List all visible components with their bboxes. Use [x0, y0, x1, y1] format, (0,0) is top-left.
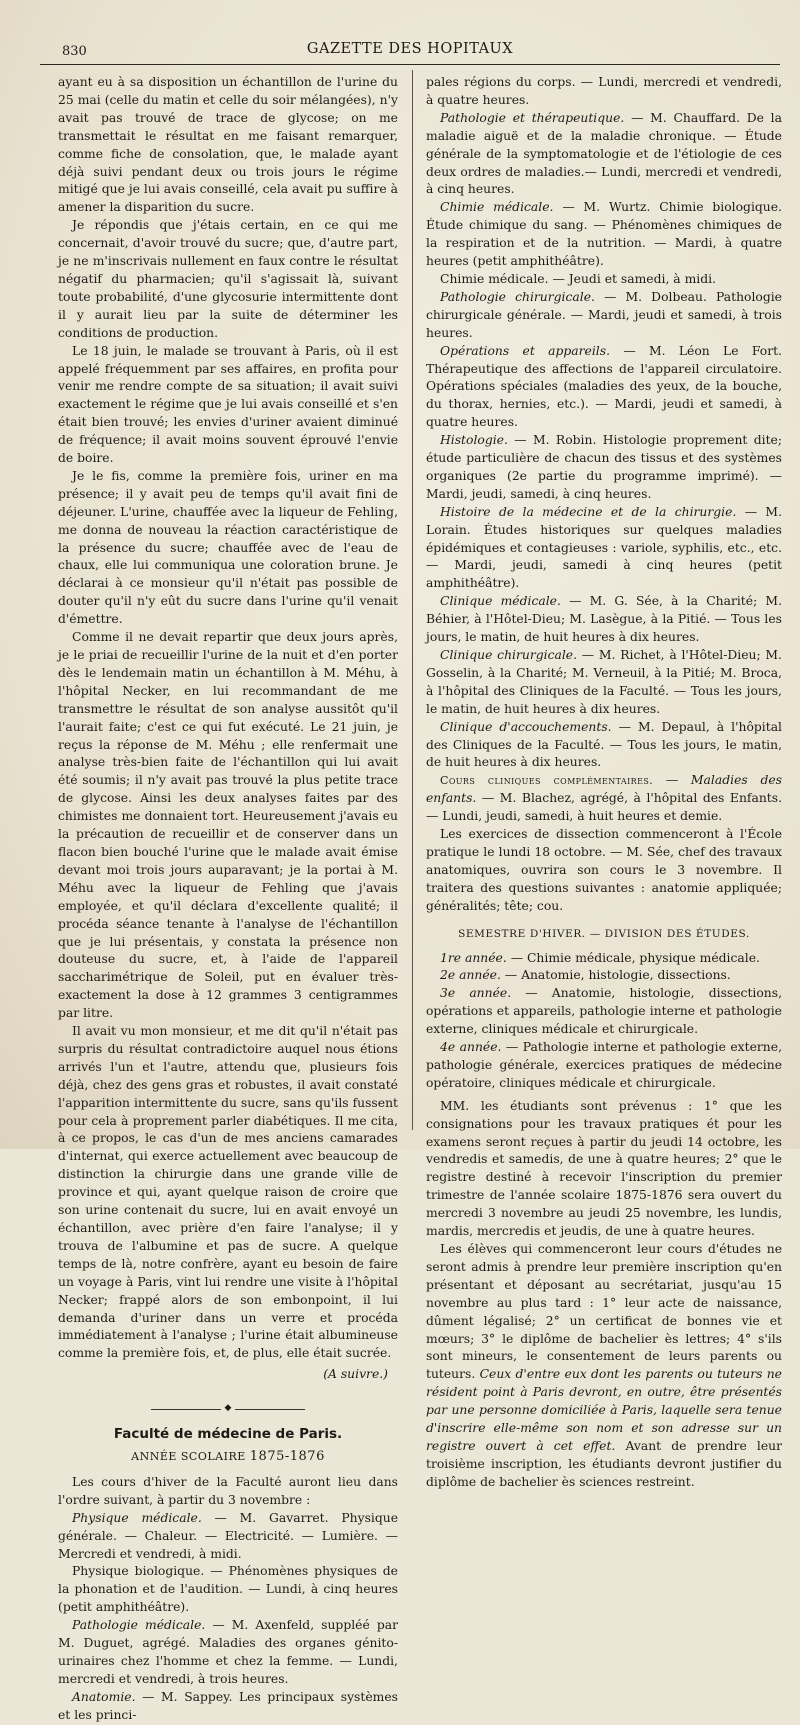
course-entry [426, 110, 782, 200]
paragraph: pales régions du corps. — Lundi, mercredi et vendredi, à quatre heures. [426, 75, 782, 107]
paragraph: Je le fis, comme la première fois, uriner en ma présence; il y avait peu de temps qu'il avait fini de déjeuner. L'urine, chauffée avec la liqueur de Fehling, me donna de nouveau la réaction caractéristique de la présence du sucre; chauffée avec de l'eau de chaux, elle lui communiqua une coloration brune. Je déclarai à ce monsieur qu'il n'était pas possible de douter qu'il n'y eût du sucre dans l'urine qu'il venait d'émettre. [58, 468, 398, 627]
year-label: ANNÉE SCOLAIRE [131, 1449, 246, 1463]
page-number: 830 [62, 44, 87, 59]
paragraph: Les exercices de dissection commenceront à l'École pratique le lundi 18 octobre. — M. Sée, chef des travaux anatomiques, ouvrira son cours le 3 novembre. Il traitera des questions suivantes : anatomie appliquée; généralités; tête; cou. [426, 827, 782, 913]
course-entry [426, 432, 782, 504]
year-entry [426, 950, 782, 968]
course-title: Pathologie médicale. [72, 1618, 206, 1633]
paragraph: Comme il ne devait repartir que deux jours après, je le priai de recueillir l'urine de la nuit et d'en porter dès le lendemain matin un échantillon à M. Méhu, à l'hôpital Necker, en lui recommandant de me transmettre le résultat de son analyse aussitôt qu'il l'aurait faite; c'est ce qui fut exécuté. Le 21 juin, je reçus la réponse de M. Méhu ; elle renfermait une analyse très-bien faite de l'échantillon qui lui avait été soumis; il n'y avait pas trouvé la plus petite trace de glycose. Ainsi les deux analyses faites par des chimistes me donnaient tort. Heureusement j'avais eu la précaution de recueillir et de conserver dans un flacon bien bouché l'urine que le malade avait émise devant moi trois jours auparavant; je la portai à M. Méhu avec la liqueur de Fehling que j'avais employée, et qu'il déclara d'excellente qualité; il procéda séance tenante à l'analyse de l'échantillon que je lui présentais, y constata la présence non douteuse du sucre, et, à l'aide de l'appareil saccharimétrique de Soleil, put en évaluer très-exactement la dose à 12 grammes 3 centigrammes par litre. [58, 630, 398, 1021]
paragraph: Il avait vu mon monsieur, et me dit qu'il n'était pas surpris du résultat contradictoire auquel nous étions arrivés l'un et l'autre, attendu que, plusieurs fois déjà, chez des gens gras et robustes, il avait constaté l'apparition intermittente du sucre, sans qu'ils fussent pour cela à proprement parler diabétiques. Il me cita, à ce propos, le cas d'un de mes anciens camarades d'internat, qui exerce actuellement avec beaucoup de distinction la chirurgie dans une grande ville de province et qui, ayant quelque raison de croire que son urine contenait du sucre, lui en avait envoyé un échantillon, avec prière d'en faire l'analyse; il y trouva de l'albumine et pas de sucre. A quelque temps de là, notre confrère, ayant eu besoin de faire un voyage à Paris, vint lui rendre une visite à l'hôpital Necker; frappé alors de son embonpoint, il lui demanda d'uriner dans un verre et procéda immédiatement à l'analyse ; l'urine était albumineuse comme la première fois, et, de plus, elle était sucrée. [58, 1024, 398, 1361]
course-text: — M. Sappey. Les principaux systèmes et les princi- [58, 1689, 398, 1722]
italic-text: Ceux d'entre eux dont les parents ou tuteurs ne résident point à Paris devront, en outre, être présentés par une personne domiciliée à Paris, laquelle sera tenue d'inscrire elle-même son nom et son adresse sur un registre ouvert à cet effet. [426, 1367, 782, 1453]
course-entry [426, 647, 782, 719]
course-text: — M. Richet, à l'Hôtel-Dieu; M. Gosselin, à la Charité; M. Verneuil, à la Pitié; M. Broca, à l'hôpital des Cliniques de la Faculté. — Tous les jours, le matin, de huit heures à dix heures. [426, 648, 782, 716]
course-text: — M. Chauffard. De la maladie aiguë et de la maladie chronique. — Étude générale de la symptomatologie et de l'étiologie de ces deux ordres de maladies.— Lundi, mercredi et vendredi, à cinq heures. [426, 110, 782, 197]
course-entry [426, 719, 782, 773]
year-label: 4e année. [440, 1040, 502, 1055]
year-label: 1re année. [440, 950, 507, 965]
course-entry: Physique biologique. — Phénomènes physiques de la phonation et de l'audition. — Lundi, à cinq heures (petit amphithéâtre). [58, 1564, 398, 1615]
left-column [58, 74, 398, 1725]
year-entry [426, 985, 782, 1039]
course-entry [58, 1617, 398, 1689]
course-text: — M. Blachez, agrégé, à l'hôpital des Enfants. — Lundi, jeudi, samedi, à huit heures et demie. [426, 791, 782, 824]
course-text: — M. Gavarret. Physique générale. — Chaleur. — Electricité. — Lumière. — Mercredi et vendredi, à midi. [58, 1510, 399, 1561]
year-text: — Anatomie, histologie, dissections, opérations et appareils, pathologie interne et pathologie externe, cliniques médicale et chirurgicale. [426, 986, 783, 1037]
right-column [426, 74, 782, 1492]
year-text: — Pathologie interne et pathologie externe, pathologie générale, exercices pratiques de médecine opératoire, cliniques médicale et chirurgicale. [426, 1040, 782, 1090]
course-entry [426, 199, 782, 271]
course-text: — M. Robin. Histologie proprement dite; étude particulière de chacun des tissus et des systèmes organiques (2e partie du programme imprimé). — Mardi, jeudi, samedi, à cinq heures. [426, 433, 782, 501]
course-title: Anatomie. [72, 1689, 136, 1704]
course-entry [58, 1689, 398, 1725]
paragraph: MM. les étudiants sont prévenus : 1° que les consignations pour les travaux pratiques ét pour les examens seront reçues à partir du jeudi 14 octobre, les vendredis et samedis, de une à quatre heures; 2° que le registre destiné à recevoir l'inscription du premier trimestre de l'année scolaire 1875-1876 sera ouvert du mercredi 3 novembre au jeudi 25 novembre, les lundis, mardis, mercredis et jeudis, de une à quatre heures. [426, 1098, 782, 1239]
text: Avant de prendre leur troisième inscription, les étudiants devront justifier du diplôme de bachelier ès sciences restreint. [426, 1438, 782, 1489]
course-text: — M. Léon Le Fort. Thérapeutique des affections de l'appareil circulatoire. Opérations spéciales (maladies des yeux, de la bouche, du thorax, hernies, etc.). — Mardi, jeudi et samedi, à quatre heures. [426, 343, 782, 430]
course-title: Clinique chirurgicale. [440, 648, 578, 662]
course-text: — M. Dolbeau. Pathologie chirurgicale générale. — Mardi, jeudi et samedi, à trois heures. [426, 289, 782, 340]
course-title: Histologie. [440, 433, 508, 448]
course-entry: Chimie médicale. — Jeudi et samedi, à midi. [440, 271, 716, 286]
course-title: Maladies des enfants. [426, 773, 782, 806]
text: Les élèves qui commenceront leur cours d'études ne seront admis à prendre leur première inscription qu'en présentant et déposant au secrétariat, jusqu'au 15 novembre au plus tard : 1° leur acte de naissance, dûment légalisé; 2° un certificat de bonnes vie et mœurs; 3° le diplôme de bachelier ès lettres; 4° s'ils sont mineurs, le consentement de leurs parents ou tuteurs. [426, 1242, 782, 1382]
to-be-continued: (A suivre.) [323, 1367, 388, 1382]
school-year [58, 1448, 398, 1466]
paragraph: Le 18 juin, le malade se trouvant à Paris, où il est appelé fréquemment par ses affaires, en profita pour venir me rendre compte de sa situation; il avait suivi exactement le régime que je lui avais conseillé et s'en était bien trouvé; les envies d'uriner avaient diminué de fréquence; il avait moins souvent éprouvé l'envie de boire. [58, 343, 398, 466]
year-text: — Anatomie, histologie, dissections. [500, 968, 731, 983]
year-entry [426, 1039, 782, 1093]
course-entry [426, 289, 782, 343]
course-title: Pathologie chirurgicale. [440, 289, 595, 304]
course-entry [426, 593, 782, 647]
course-title: Physique médicale. [72, 1510, 202, 1525]
course-title: Chimie médicale. [440, 200, 554, 215]
course-title: Pathologie et thérapeutique. [440, 110, 625, 125]
paragraph: ayant eu à sa disposition un échantillon de l'urine du 25 mai (celle du matin et celle du soir mélangées), n'y avait pas trouvé de trace de glycose; on me transmettait le résultat en me faisant remarquer, comme fiche de consolation, que, le malade ayant déjà suivi pendant deux ou trois jours le régime mitigé que je lui avais conseillé, cela avait pu suffire à amener la disparition du sucre. [58, 75, 398, 215]
course-entry: Cours cliniques complémentaires. — Maladies des enfants. — M. Blachez, agrégé, à l'hôpital des Enfants. — Lundi, jeudi, samedi, à huit heures et demie. [426, 773, 782, 824]
course-text: — M. Axenfeld, suppléé par M. Duguet, agrégé. Maladies des organes génito-urinaires chez l'homme et chez la femme. — Lundi, mercredi et vendredi, à trois heures. [58, 1618, 398, 1686]
course-text: — M. Depaul, à l'hôpital des Cliniques de la Faculté. — Tous les jours, le matin, de huit heures à dix heures. [426, 719, 782, 770]
course-title: Histoire de la médecine et de la chirurgie. [440, 504, 737, 519]
column-divider [412, 70, 413, 1130]
course-text: — M. Wurtz. Chimie biologique. Étude chimique du sang. — Phénomènes chimiques de la respiration et de la nutrition. — Mardi, à quatre heures (petit amphithéâtre). [426, 200, 782, 269]
paragraph: Les cours d'hiver de la Faculté auront lieu dans l'ordre suivant, à partir du 3 novembre : [58, 1474, 398, 1507]
year-label: 3e année. [440, 986, 512, 1001]
course-title: Opérations et appareils. [440, 343, 610, 358]
course-text: — M. G. Sée, à la Charité; M. Béhier, à l'Hôtel-Dieu; M. Lasègue, à la Pitié. — Tous les jours, le matin, de huit heures à dix heures. [426, 594, 782, 645]
course-entry [426, 343, 782, 433]
course-title: Clinique médicale. [440, 594, 561, 609]
year-text: — Chimie médicale, physique médicale. [506, 950, 760, 965]
year-value: 1875-1876 [249, 1448, 325, 1464]
paragraph: Je répondis que j'étais certain, en ce qui me concernait, d'avoir trouvé du sucre; que, d'autre part, je ne m'inscrivais nullement en faux contre le résultat négatif du pharmacien; qu'il s'agissait là, suivant toute probabilité, d'une glycosurie intermittente dont il y aurait lieu par la suite de déterminer les conditions de production. [58, 218, 398, 340]
course-category: Cours cliniques complémentaires. [440, 774, 654, 788]
section-title: Faculté de médecine de Paris. [113, 1426, 343, 1443]
semester-heading: SEMESTRE D'HIVER. — DIVISION DES ÉTUDES. [458, 927, 750, 940]
year-label: 2e année. [440, 968, 501, 983]
course-title: Clinique d'accouchements. [440, 719, 612, 734]
course-text: — M. Lorain. Études historiques sur quelques maladies épidémiques et contagieuses : variole, syphilis, etc., etc. — Mardi, jeudi, samedi à cinq heures (petit amphithéâtre). [426, 504, 782, 591]
course-entry [58, 1510, 398, 1564]
section-separator: ◆ [58, 1400, 398, 1418]
course-entry [426, 504, 782, 594]
paragraph [426, 1241, 782, 1492]
year-entry [426, 967, 782, 985]
page-header [40, 38, 780, 65]
journal-title: GAZETTE DES HOPITAUX [306, 41, 514, 57]
